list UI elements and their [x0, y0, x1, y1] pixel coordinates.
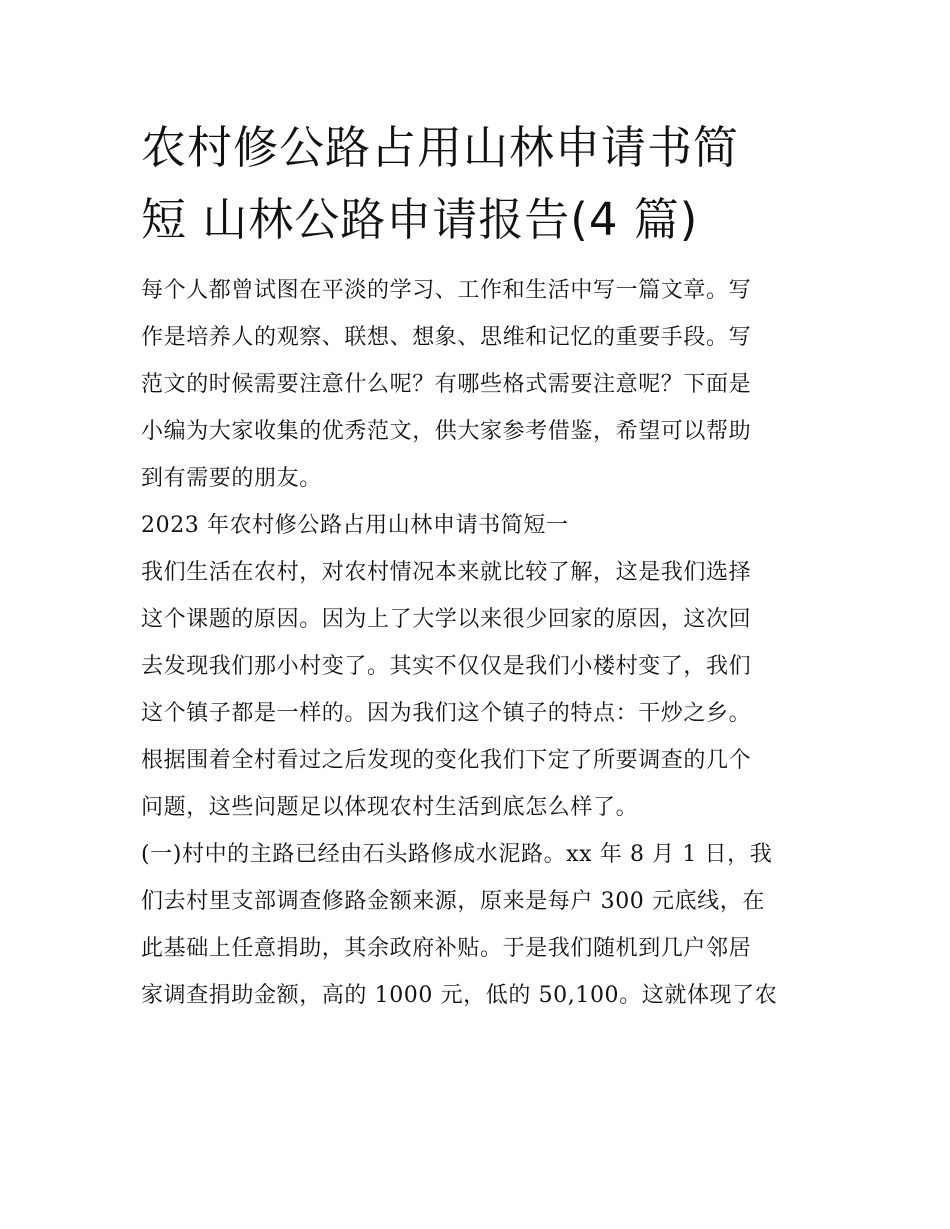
title-line: 农村修公路占用山林申请书简 [141, 121, 740, 174]
document-title [141, 112, 813, 256]
document-content [141, 112, 813, 1019]
paragraph-line: 去发现我们那小村变了。其实不仅仅是我们小楼村变了，我们 [141, 654, 752, 679]
intro-line: 每个人都曾试图在平淡的学习、工作和生活中写一篇文章。写 [141, 278, 752, 303]
paragraph-line: 们去村里支部调查修路金额来源，原来是每户 300 元底线，在 [141, 889, 765, 914]
section-heading: 2023 年农村修公路占用山林申请书简短一 [141, 513, 569, 538]
document-body [141, 267, 813, 1019]
intro-line: 作是培养人的观察、联想、想象、思维和记忆的重要手段。写 [141, 325, 752, 350]
intro-line: 到有需要的朋友。 [141, 466, 322, 491]
paragraph-line: 问题，这些问题足以体现农村生活到底怎么样了。 [141, 795, 639, 820]
paragraph-line: 此基础上任意捐助，其余政府补贴。于是我们随机到几户邻居 [141, 936, 752, 961]
paragraph-line: 这个镇子都是一样的。因为我们这个镇子的特点：干炒之乡。 [141, 701, 752, 726]
paragraph-line: 家调查捐助金额，高的 1000 元，低的 50,100。这就体现了农 [141, 983, 778, 1008]
paragraph-line: 这个课题的原因。因为上了大学以来很少回家的原因，这次回 [141, 607, 752, 632]
paragraph-line: (一)村中的主路已经由石头路修成水泥路。xx 年 8 月 1 日，我 [141, 842, 773, 867]
intro-line: 范文的时候需要注意什么呢？有哪些格式需要注意呢？下面是 [141, 372, 752, 397]
intro-line: 小编为大家收集的优秀范文，供大家参考借鉴，希望可以帮助 [141, 419, 752, 444]
paragraph-line: 我们生活在农村，对农村情况本来就比较了解，这是我们选择 [141, 560, 752, 585]
title-line: 短 山林公路申请报告(4 篇) [141, 193, 699, 246]
paragraph-line: 根据围着全村看过之后发现的变化我们下定了所要调查的几个 [141, 748, 752, 773]
